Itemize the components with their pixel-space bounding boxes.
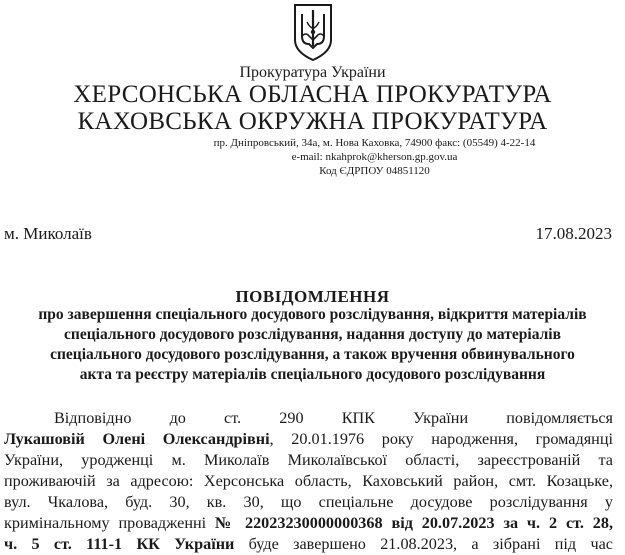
body-text: кримінальному провадженні xyxy=(4,514,216,532)
parent-org: Прокуратура України xyxy=(239,64,386,81)
place-date-row xyxy=(4,224,612,244)
place: м. Миколаїв xyxy=(4,224,92,243)
org-main-title: ХЕРСОНСЬКА ОБЛАСНА ПРОКУРАТУРА xyxy=(73,81,552,108)
subtitle-line: спеціального досудового розслідування, надання доступу до матеріалів xyxy=(64,326,561,343)
date: 17.08.2023 xyxy=(535,224,612,243)
body-line: проживаючій за адресою: Херсонська область, Каховський район, смт. Козацьке, xyxy=(4,472,613,490)
body-text: буде завершено 21.08.2023, а зібрані під час xyxy=(234,535,613,553)
subtitle-line: про завершення спеціального досудового розслідування, відкриття матеріалів xyxy=(38,306,587,323)
org-email: e-mail: nkahprok@kherson.gp.gov.ua xyxy=(291,151,458,163)
document-title: ПОВІДОМЛЕННЯ xyxy=(235,287,390,306)
body-line: Відповідно до ст. 290 КПК України повідомляється xyxy=(54,409,613,427)
document-subtitle xyxy=(8,305,617,385)
trident-icon xyxy=(292,2,334,62)
body-text: , 20.01.1976 року народження, громадянці xyxy=(269,430,613,448)
document-body xyxy=(4,408,613,555)
org-sub-title: КАХОВСЬКА ОКРУЖНА ПРОКУРАТУРА xyxy=(77,108,548,135)
case-number: № 22023230000000368 від 20.07.2023 за ч. 2 ст. 28, xyxy=(215,514,614,532)
body-line: вул. Чкалова, буд. 30, кв. 30, що спеціальне досудове розслідування у xyxy=(4,493,613,511)
body-line xyxy=(4,534,613,555)
person-name: Лукашовій Олені Олександрівні xyxy=(4,430,270,448)
body-line xyxy=(4,513,613,534)
law-article: ч. 5 ст. 111-1 КК України xyxy=(4,535,235,553)
subtitle-line: акта та реєстру матеріалів спеціального досудового розслідування xyxy=(79,366,546,383)
body-line: України, уродженці м. Миколаїв Миколаївської області, зареєстрованій та xyxy=(4,451,613,469)
org-code: Код ЄДРПОУ 04851120 xyxy=(319,165,430,177)
body-line xyxy=(4,429,613,450)
org-address: пр. Дніпровський, 34а, м. Нова Каховка, 74900 факс: (05549) 4-22-14 xyxy=(213,137,536,149)
subtitle-line: спеціального досудового розслідування, а також вручення обвинувального xyxy=(50,346,575,363)
